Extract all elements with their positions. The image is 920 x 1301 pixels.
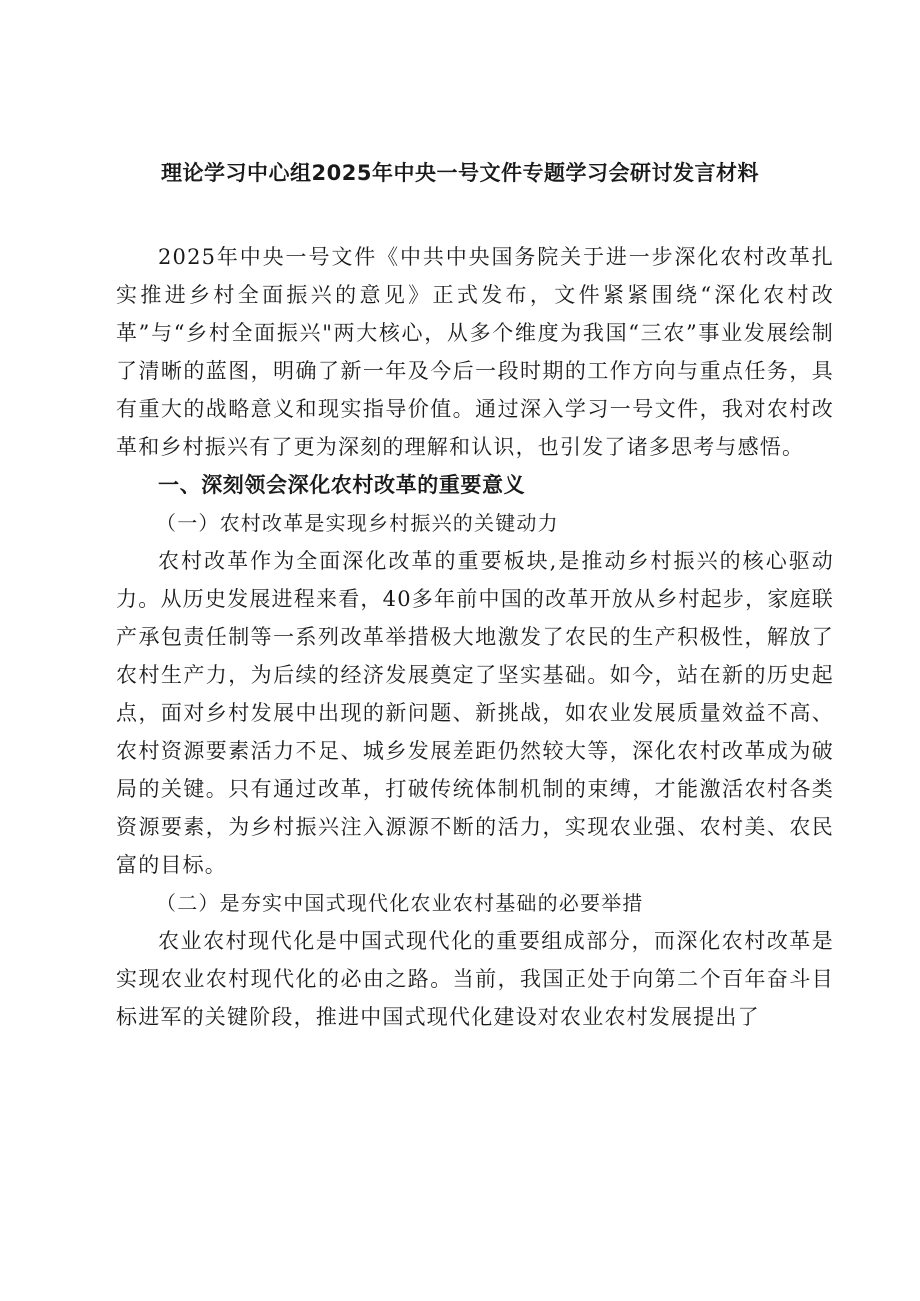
- subsection-paragraph-1: 农村改革作为全面深化改革的重要板块,是推动乡村振兴的核心驱动力。从历史发展进程来看，40多年前中国的改革开放从乡村起步，家庭联产承包责任制等一系列改革举措极大地激发了农民的生产积极性，解放了农村生产力，为后续的经济发展奠定了坚实基础。如今，站在新的历史起点，面对乡村发展中出现的新问题、新挑战，如农业发展质量效益不高、农村资源要素活力不足、城乡发展差距仍然较大等，深化农村改革成为破局的关键。只有通过改革，打破传统体制机制的束缚，才能激活农村各类资源要素，为乡村振兴注入源源不断的活力，实现农业强、农村美、农民富的目标。: [116, 549, 834, 877]
- intro-paragraph: 2025年中央一号文件《中共中央国务院关于进一步深化农村改革扎实推进乡村全面振兴的意见》正式发布，文件紧紧围绕“深化农村改革”与“乡村全面振兴"两大核心，从多个维度为我国“三农”事业发展绘制了清晰的蓝图，明确了新一年及今后一段时期的工作方向与重点任务，具有重大的战略意义和现实指导价值。通过深入学习一号文件，我对农村改革和乡村振兴有了更为深刻的理解和认识，也引发了诸多思考与感悟。: [116, 245, 834, 459]
- subsection-heading-1: （一）农村改革是实现乡村振兴的关键动力: [156, 511, 559, 535]
- subsection-paragraph-2: 农业农村现代化是中国式现代化的重要组成部分，而深化农村改革是实现农业农村现代化的必由之路。当前，我国正处于向第二个百年奋斗目标进军的关键阶段，推进中国式现代化建设对农业农村发展提出了: [116, 929, 834, 1029]
- subsection-heading-2: （二）是夯实中国式现代化农业农村基础的必要举措: [156, 891, 644, 915]
- section-heading-1: 一、深刻领会深化农村改革的重要意义: [158, 473, 526, 497]
- document-body: [116, 238, 834, 1036]
- document-title: 理论学习中心组2025年中央一号文件专题学习会研讨发言材料: [161, 161, 759, 185]
